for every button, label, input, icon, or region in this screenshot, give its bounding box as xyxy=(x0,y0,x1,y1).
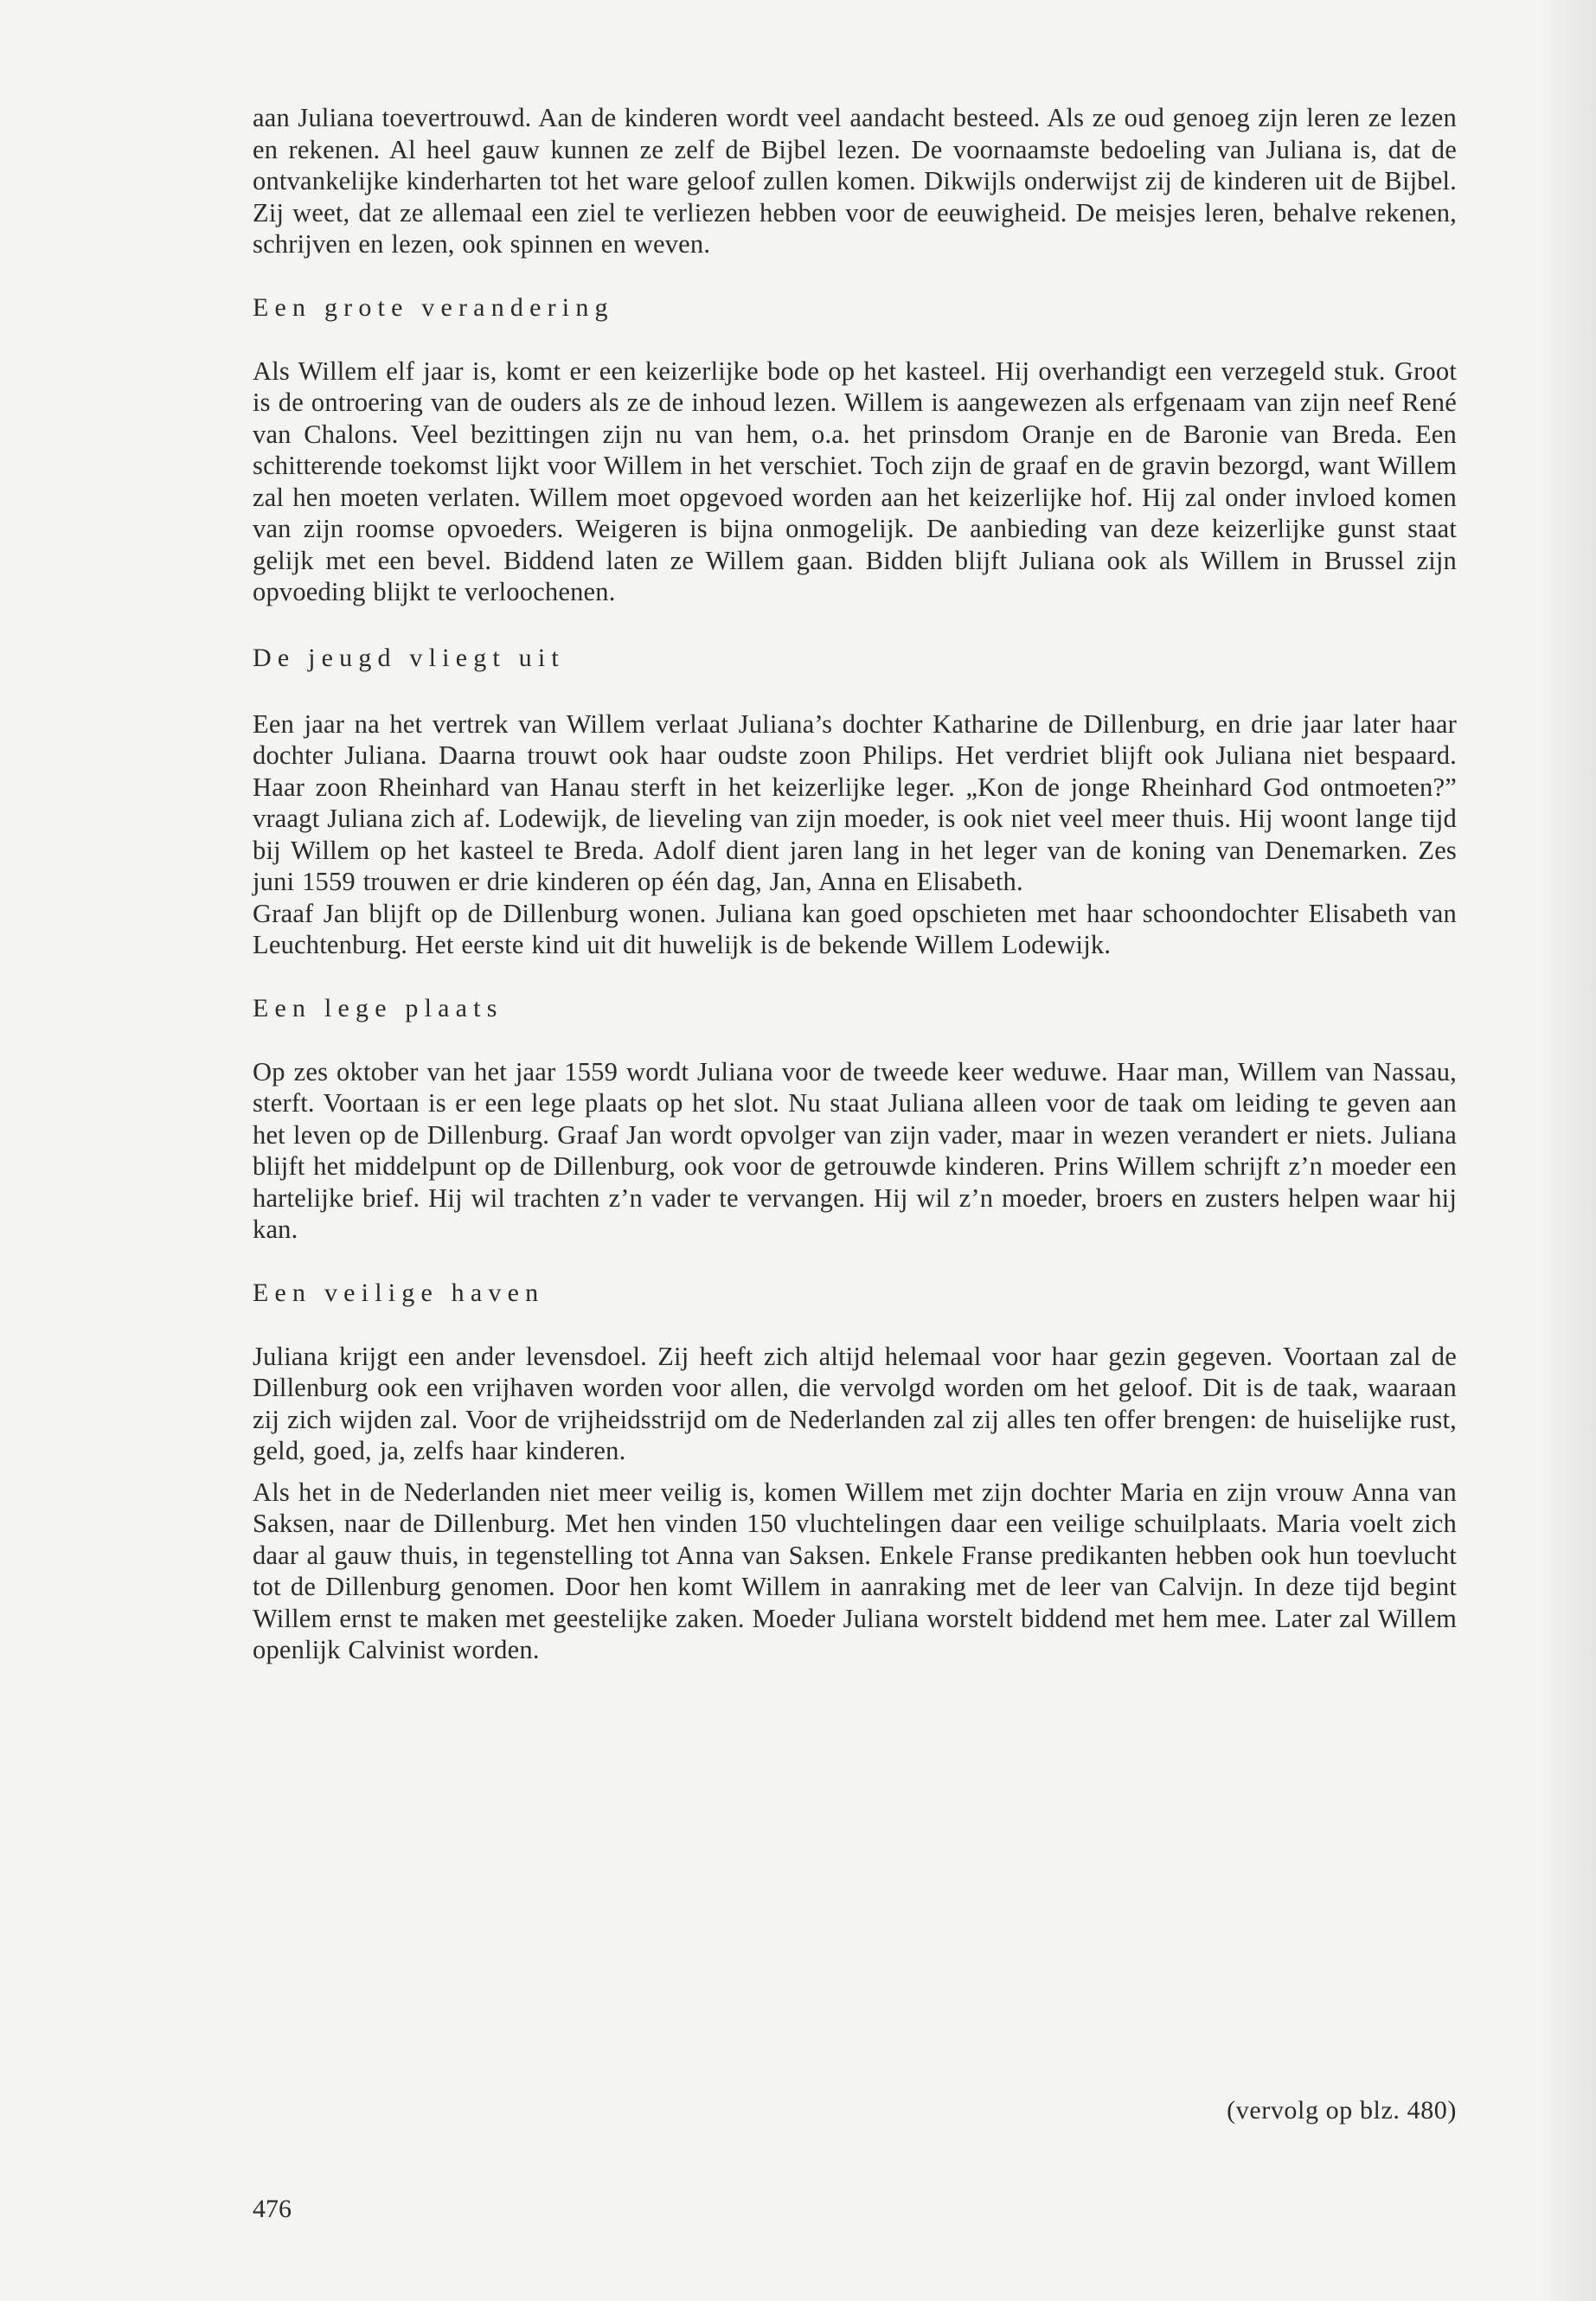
body-paragraph: Als het in de Nederlanden niet meer veilig is, komen Willem met zijn dochter Maria en zijn vrouw Anna van Saksen, naar de Dillenburg. Met hen vinden 150 vluchtelingen daar een veilige schuilplaats. Maria voelt zich daar al gauw thuis, in tegenstelling tot Anna van Saksen. Enkele Franse predikanten hebben ook hun toevlucht tot de Dillenburg genomen. Door hen komt Willem in aanraking met de leer van Calvijn. In deze tijd begint Willem ernst te maken met geestelijke zaken. Moeder Juliana worstelt biddend met hem mee. Later zal Willem openlijk Calvinist worden. xyxy=(253,1477,1457,1664)
body-paragraph: Een jaar na het vertrek van Willem verlaat Juliana’s dochter Katharine de Dillenburg, en drie jaar later haar dochter Juliana. Daarna trouwt ook haar oudste zoon Philips. Het verdriet blijft ook Juliana niet bespaard. Haar zoon Rheinhard van Hanau sterft in het keizerlijke leger. „Kon de jonge Rheinhard God ontmoeten?” vraagt Juliana zich af. Lodewijk, de lieveling van zijn moeder, is ook niet veel meer thuis. Hij woont lange tijd bij Willem op het kasteel te Breda. Adolf dient jaren lang in het leger van de koning van Denemarken. Zes juni 1559 trouwen er drie kinderen op één dag, Jan, Anna en Elisabeth. xyxy=(253,708,1457,896)
page-number: 476 xyxy=(253,2195,292,2223)
section-heading: Een veilige haven xyxy=(253,1278,545,1307)
continuation-note: (vervolg op blz. 480) xyxy=(1227,2096,1457,2125)
section-heading: De jeugd vliegt uit xyxy=(253,643,565,672)
body-paragraph: Juliana krijgt een ander levensdoel. Zij heeft zich altijd helemaal voor haar gezin gegeven. Voortaan zal de Dillenburg ook een vrijhaven worden voor allen, die vervolgd worden om het geloof. Dit is de taak, waaraan zij zich wijden zal. Voor de vrijheidsstrijd om de Nederlanden zal zij alles ten offer brengen: de huiselijke rust, geld, goed, ja, zelfs haar kinderen. xyxy=(253,1341,1457,1465)
section-een-lege-plaats xyxy=(253,993,1457,1246)
intro-section xyxy=(253,102,1457,260)
section-een-veilige-haven xyxy=(253,1278,1457,1666)
section-heading: Een lege plaats xyxy=(253,993,503,1022)
page-edge-shadow xyxy=(1535,0,1596,2301)
body-paragraph: Op zes oktober van het jaar 1559 wordt Juliana voor de tweede keer weduwe. Haar man, Willem van Nassau, sterft. Voortaan is er een lege plaats op het slot. Nu staat Juliana alleen voor de taak om leiding te geven aan het leven op de Dillenburg. Graaf Jan wordt opvolger van zijn vader, maar in wezen verandert er niets. Juliana blijft het middelpunt op de Dillenburg, ook voor de getrouwde kinderen. Prins Willem schrijft z’n moeder een hartelijke brief. Hij wil trachten z’n vader te vervangen. Hij wil z’n moeder, broers en zusters helpen waar hij kan. xyxy=(253,1056,1457,1244)
body-paragraph: aan Juliana toevertrouwd. Aan de kinderen wordt veel aandacht besteed. Als ze oud genoeg zijn leren ze lezen en rekenen. Al heel gauw kunnen ze zelf de Bijbel lezen. De voornaamste bedoeling van Juliana is, dat de ontvankelijke kinderharten tot het ware geloof zullen komen. Dikwijls onderwijst zij de kinderen uit de Bijbel. Zij weet, dat ze allemaal een ziel te verliezen hebben voor de eeuwigheid. De meisjes leren, behalve rekenen, schrijven en lezen, ook spinnen en weven. xyxy=(253,103,1457,259)
body-paragraph: Als Willem elf jaar is, komt er een keizerlijke bode op het kasteel. Hij overhandigt een verzegeld stuk. Groot is de ontroering van de ouders als ze de inhoud lezen. Willem is aangewezen als erfgenaam van zijn neef René van Chalons. Veel bezittingen zijn nu van hem, o.a. het prinsdom Oranje en de Baronie van Breda. Een schitterende toekomst lijkt voor Willem in het verschiet. Toch zijn de graaf en de gravin bezorgd, want Willem zal hen moeten verlaten. Willem moet opgevoed worden aan het keizerlijke hof. Hij zal onder invloed komen van zijn roomse opvoeders. Weigeren is bijna onmogelijk. De aanbieding van deze keizerlijke gunst staat gelijk met een bevel. Biddend laten ze Willem gaan. Bidden blijft Juliana ook als Willem in Brussel zijn opvoeding blijkt te verloochenen. xyxy=(253,356,1457,606)
page-body xyxy=(253,102,1457,1666)
body-paragraph: Graaf Jan blijft op de Dillenburg wonen. Juliana kan goed opschieten met haar schoondochter Elisabeth van Leuchtenburg. Het eerste kind uit dit huwelijk is de bekende Willem Lodewijk. xyxy=(253,898,1457,959)
section-een-grote-verandering xyxy=(253,292,1457,608)
section-heading: Een grote verandering xyxy=(253,292,614,322)
section-de-jeugd-vliegt-uit xyxy=(253,643,1457,961)
